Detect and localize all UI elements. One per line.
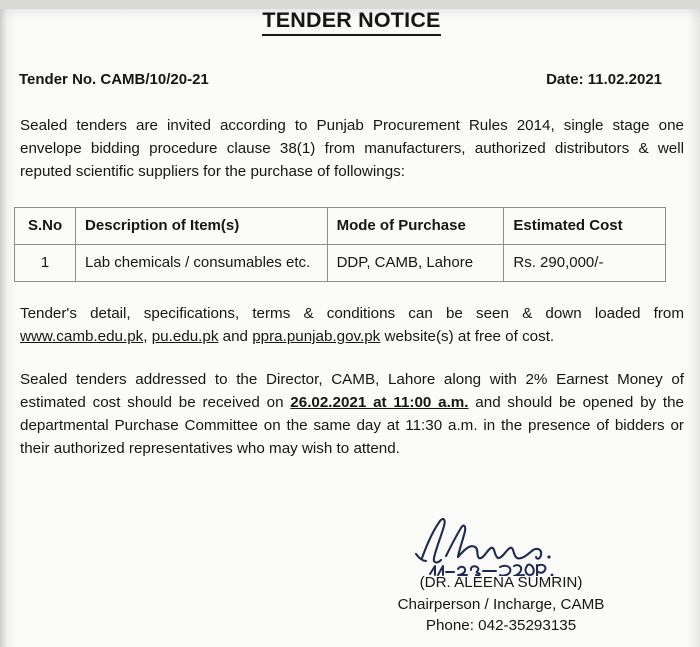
website-link-camb[interactable]: www.camb.edu.pk bbox=[20, 328, 144, 346]
cell-description: Lab chemicals / consumables etc. bbox=[76, 244, 328, 281]
deadline-text-part-1: Sealed tenders addressed to the Director, CAMB, Lahore along with 2% Earnest Money of estimated cost should be received on bbox=[20, 371, 684, 412]
website-link-pu[interactable]: pu.edu.pk bbox=[151, 328, 219, 346]
links-separator-1: , bbox=[143, 328, 152, 346]
cell-mode: DDP, CAMB, Lahore bbox=[327, 244, 504, 281]
cell-sno: 1 bbox=[15, 244, 76, 281]
tender-notice-document bbox=[0, 9, 700, 647]
page-title bbox=[13, 9, 690, 35]
signature-block bbox=[336, 514, 666, 637]
links-lead-text: Tender's detail, specifications, terms & conditions can be seen & down loaded from bbox=[20, 304, 684, 322]
links-paragraph bbox=[13, 302, 690, 348]
document-meta-row bbox=[13, 71, 690, 88]
deadline-emphasis: 26.02.2021 at 11:00 a.m. bbox=[290, 394, 469, 412]
tender-number: Tender No. CAMB/10/20-21 bbox=[19, 70, 209, 88]
column-header-mode: Mode of Purchase bbox=[327, 207, 504, 244]
intro-paragraph: Sealed tenders are invited according to Punjab Procurement Rules 2014, single stage one envelope bidding procedure clause 38(1) from manufacturers, authorized distributors & well reputed scientific suppliers for the purchase of followings: bbox=[20, 116, 684, 180]
deadline-text-part-2: and should be opened by the departmental Purchase Committee on the same day at 11:30 a.m. in the presence of bidders or their authorized representatives who may wish to attend. bbox=[20, 394, 684, 458]
column-header-description: Description of Item(s) bbox=[76, 207, 328, 244]
signatory-phone: Phone: 042-35293135 bbox=[425, 617, 577, 635]
page-title-text: TENDER NOTICE bbox=[262, 8, 440, 36]
table-header-row bbox=[15, 207, 666, 244]
handwritten-signature-icon bbox=[386, 514, 616, 576]
column-header-sno: S.No bbox=[15, 207, 76, 244]
signatory-name: (DR. ALEENA SUMRIN) bbox=[419, 574, 583, 592]
column-header-cost: Estimated Cost bbox=[504, 207, 666, 244]
links-separator-2: and bbox=[218, 328, 253, 346]
deadline-paragraph bbox=[13, 368, 690, 460]
notice-date: Date: 11.02.2021 bbox=[546, 70, 662, 88]
links-tail-text: website(s) at free of cost. bbox=[380, 328, 555, 346]
items-table bbox=[14, 207, 666, 282]
cell-cost: Rs. 290,000/- bbox=[504, 244, 666, 281]
website-link-ppra[interactable]: ppra.punjab.gov.pk bbox=[252, 328, 381, 346]
signatory-designation: Chairperson / Incharge, CAMB bbox=[397, 595, 605, 613]
table-row bbox=[15, 244, 666, 281]
